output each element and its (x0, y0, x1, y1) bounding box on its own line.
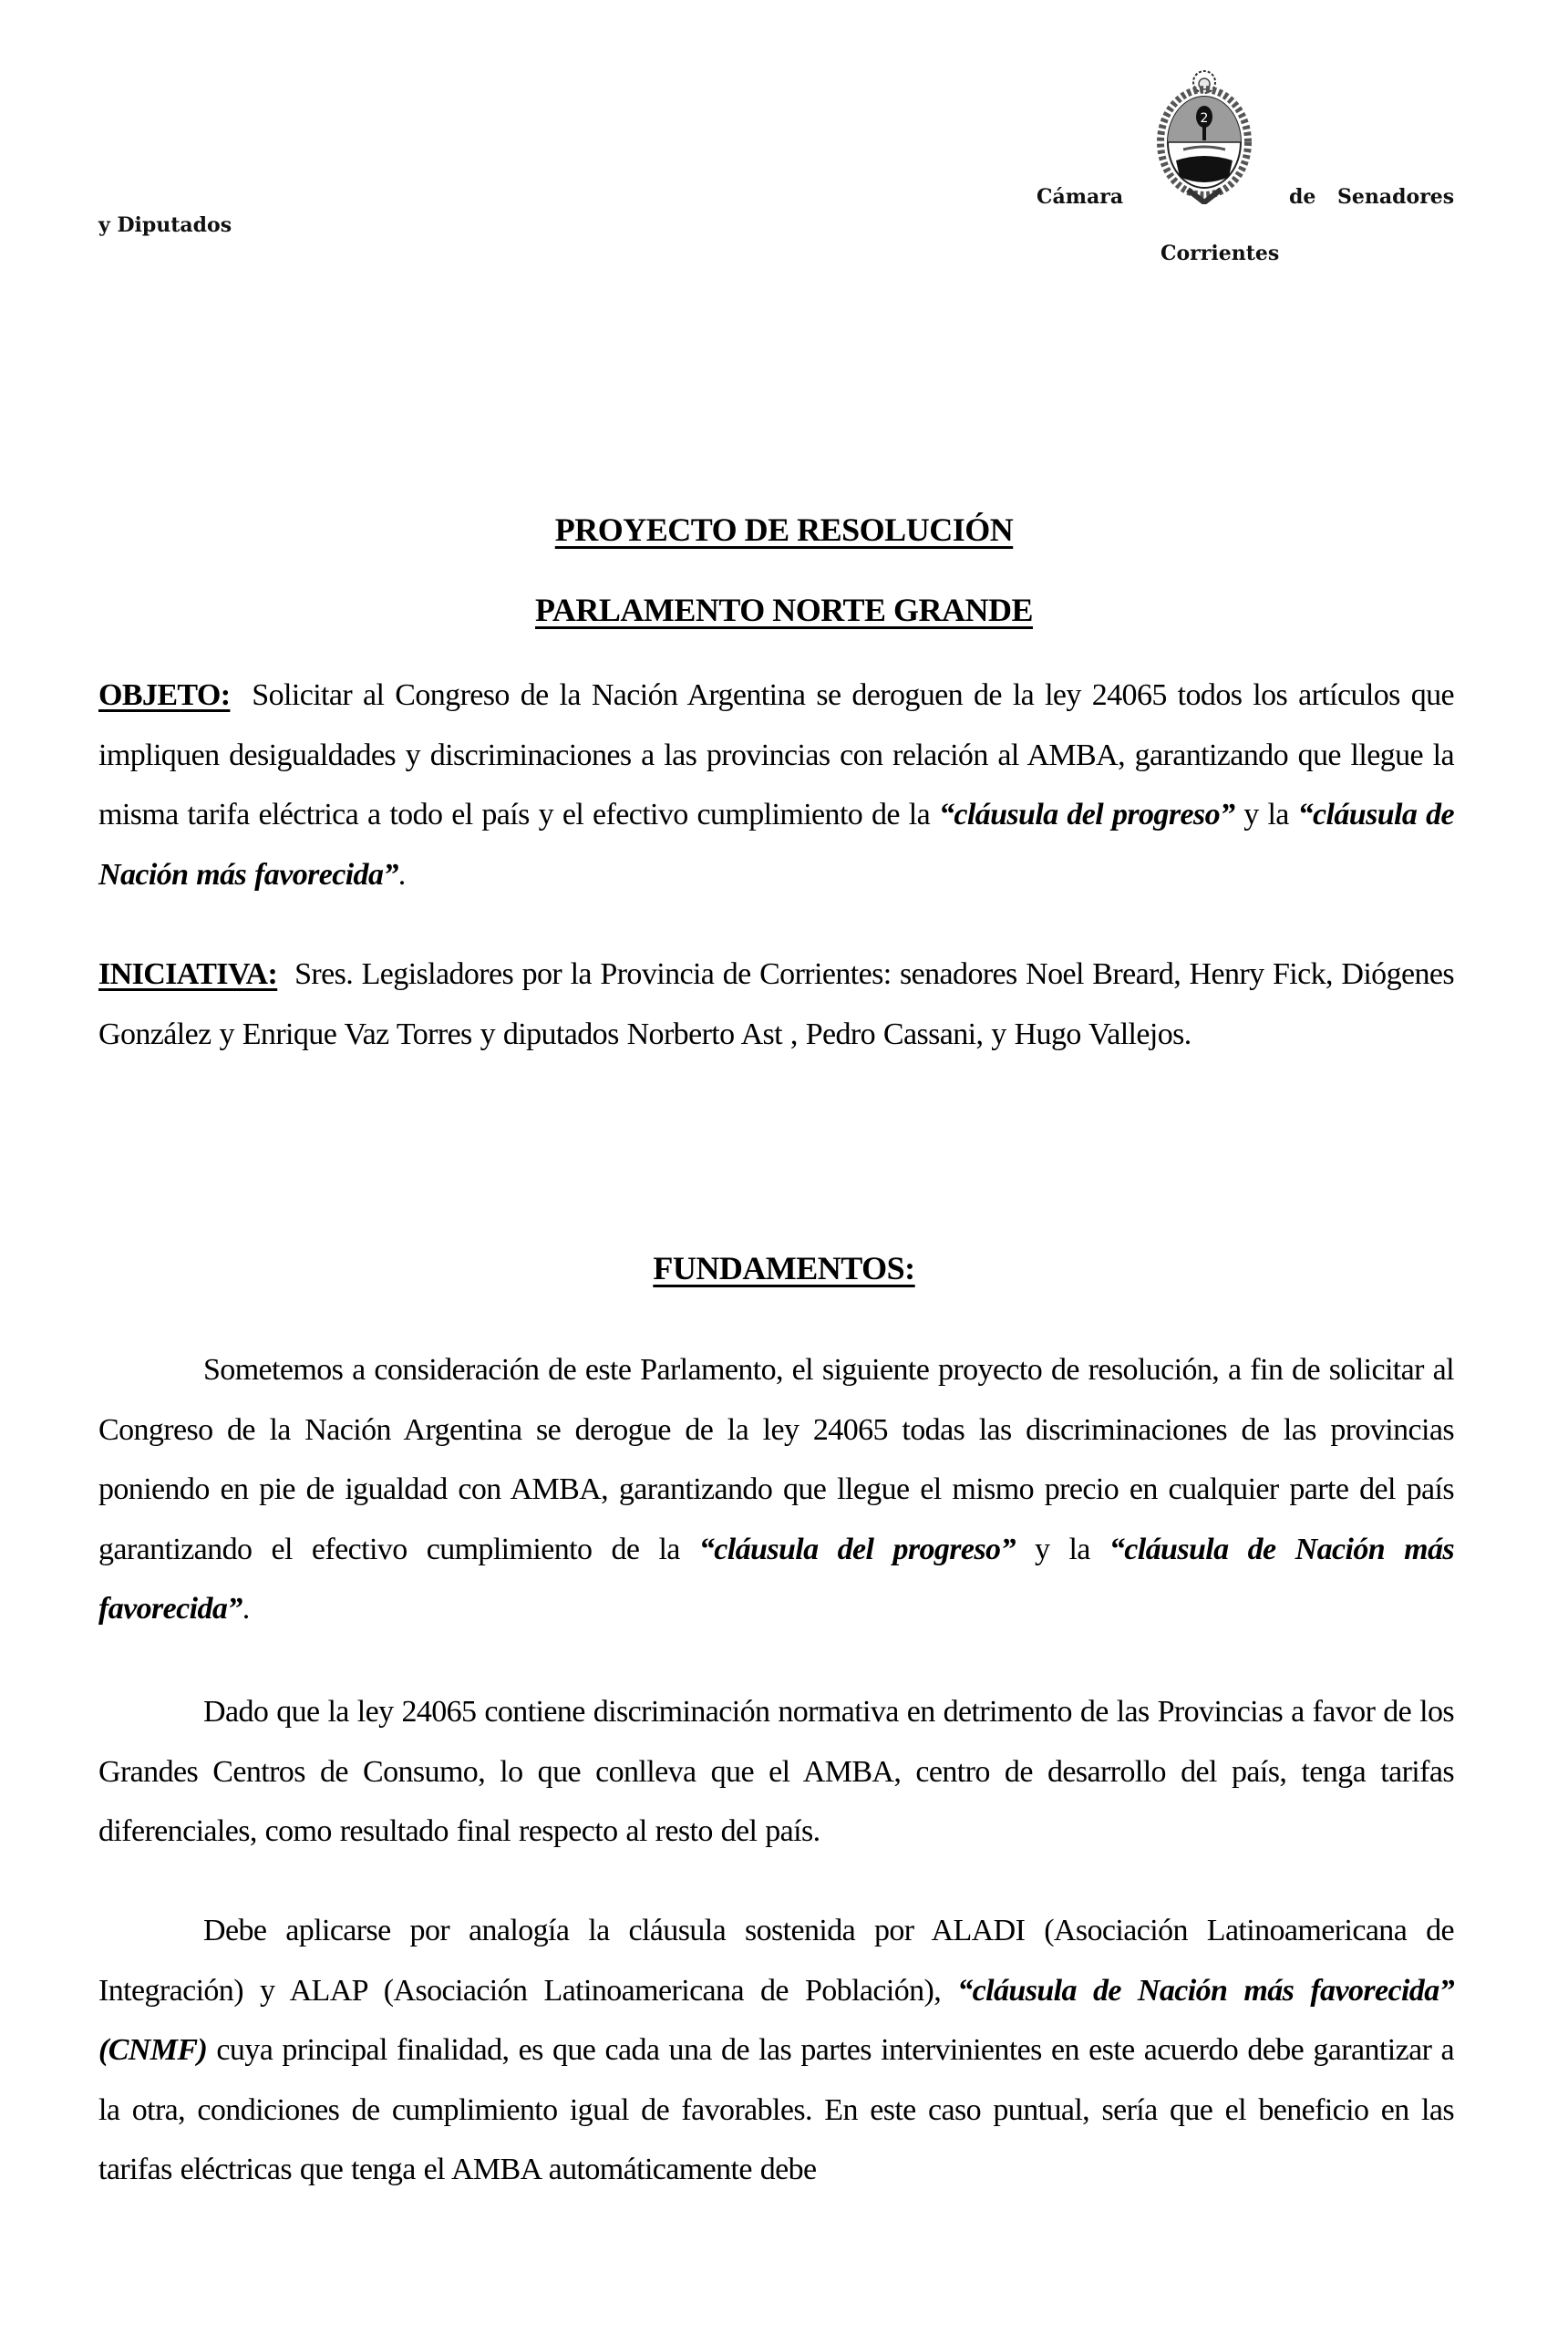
objeto-connector: y la (1234, 798, 1298, 831)
document-title-text: PROYECTO DE RESOLUCIÓN (554, 511, 1014, 548)
letterhead-senadores: Senadores (1337, 185, 1455, 209)
objeto-end: . (397, 857, 406, 892)
p2-text: Dado que la ley 24065 contiene discriminación normativa en detrimento de las Provincias a favor de los Grandes Centros de Consumo, lo que conlleva que el AMBA, centro de desarrollo del país, tenga tarifas diferenciales, como resultado final respecto al resto del país. (98, 1695, 1454, 1848)
iniciativa-section (98, 945, 1454, 1064)
fundamentos-heading-text: FUNDAMENTOS: (653, 1250, 915, 1286)
fundamentos-heading (0, 1249, 1568, 1287)
p1-clause-nacion: “cláusula de Nación más favorecida” (98, 1532, 1455, 1626)
p1-clause-progreso: “cláusula del progreso” (698, 1532, 1016, 1566)
objeto-label: OBJETO: (98, 678, 231, 712)
objeto-clause-nacion: “cláusula de Nación más favorecida” (98, 798, 1454, 892)
document-subtitle (0, 591, 1568, 629)
fundamentos-paragraph-3 (98, 1901, 1454, 2200)
letterhead-de: de (1289, 185, 1316, 209)
iniciativa-text: Sres. Legisladores por la Provincia de Corrientes: senadores Noel Breard, Henry Fick, Diógenes González y Enrique Vaz Torres y diputados Norberto Ast , Pedro Cassani, y Hugo Vallejos. (98, 957, 1454, 1051)
svg-text:2: 2 (1200, 111, 1209, 126)
p3-text: Debe aplicarse por analogía la cláusula sostenida por ALADI (Asociación Latinoamericana de Integración) y ALAP (Asociación Latinoamericana de Población), (98, 1914, 1454, 2008)
objeto-section (98, 666, 1454, 904)
document-subtitle-text: PARLAMENTO NORTE GRANDE (535, 592, 1033, 628)
objeto-text: Solicitar al Congreso de la Nación Argentina se deroguen de la ley 24065 todos los artículos que impliquen desigualdades y discriminaciones a las provincias con relación al AMBA, garantizando que llegue la misma tarifa eléctrica a todo el país y el efectivo cumplimiento de la (98, 678, 1454, 831)
iniciativa-label: INICIATIVA: (98, 957, 278, 991)
fundamentos-paragraph-2 (98, 1682, 1454, 1862)
p1-text: Sometemos a consideración de este Parlamento, el siguiente proyecto de resolución, a fin de solicitar al Congreso de la Nación Argentina se derogue de la ley 24065 todas las discriminaciones de las provincias poniendo en pie de igualdad con AMBA, garantizando que llegue el mismo precio en cualquier parte del país garantizando el efectivo cumplimiento de la (98, 1353, 1454, 1566)
letterhead-province: Corrientes (1161, 242, 1280, 265)
document-title (0, 511, 1568, 549)
p1-connector: y la (1015, 1532, 1109, 1566)
letterhead-left-line: y Diputados (98, 213, 232, 237)
objeto-clause-progreso: “cláusula del progreso” (938, 798, 1235, 831)
p1-end: . (242, 1592, 250, 1626)
p3-clause-cnmf: “cláusula de Nación más favorecida” (CNMF) (98, 1973, 1455, 2067)
p3-rest: cuya principal finalidad, es que cada una de las partes intervinientes en este acuerdo debe garantizar a la otra, condiciones de cumplimiento igual de favorables. En este caso puntual, sería que el beneficio en las tarifas eléctricas que tenga el AMBA automáticamente debe (98, 2033, 1454, 2186)
coat-of-arms-icon (1156, 69, 1253, 204)
letterhead-camara: Cámara (1037, 185, 1124, 209)
fundamentos-paragraph-1 (98, 1340, 1454, 1639)
